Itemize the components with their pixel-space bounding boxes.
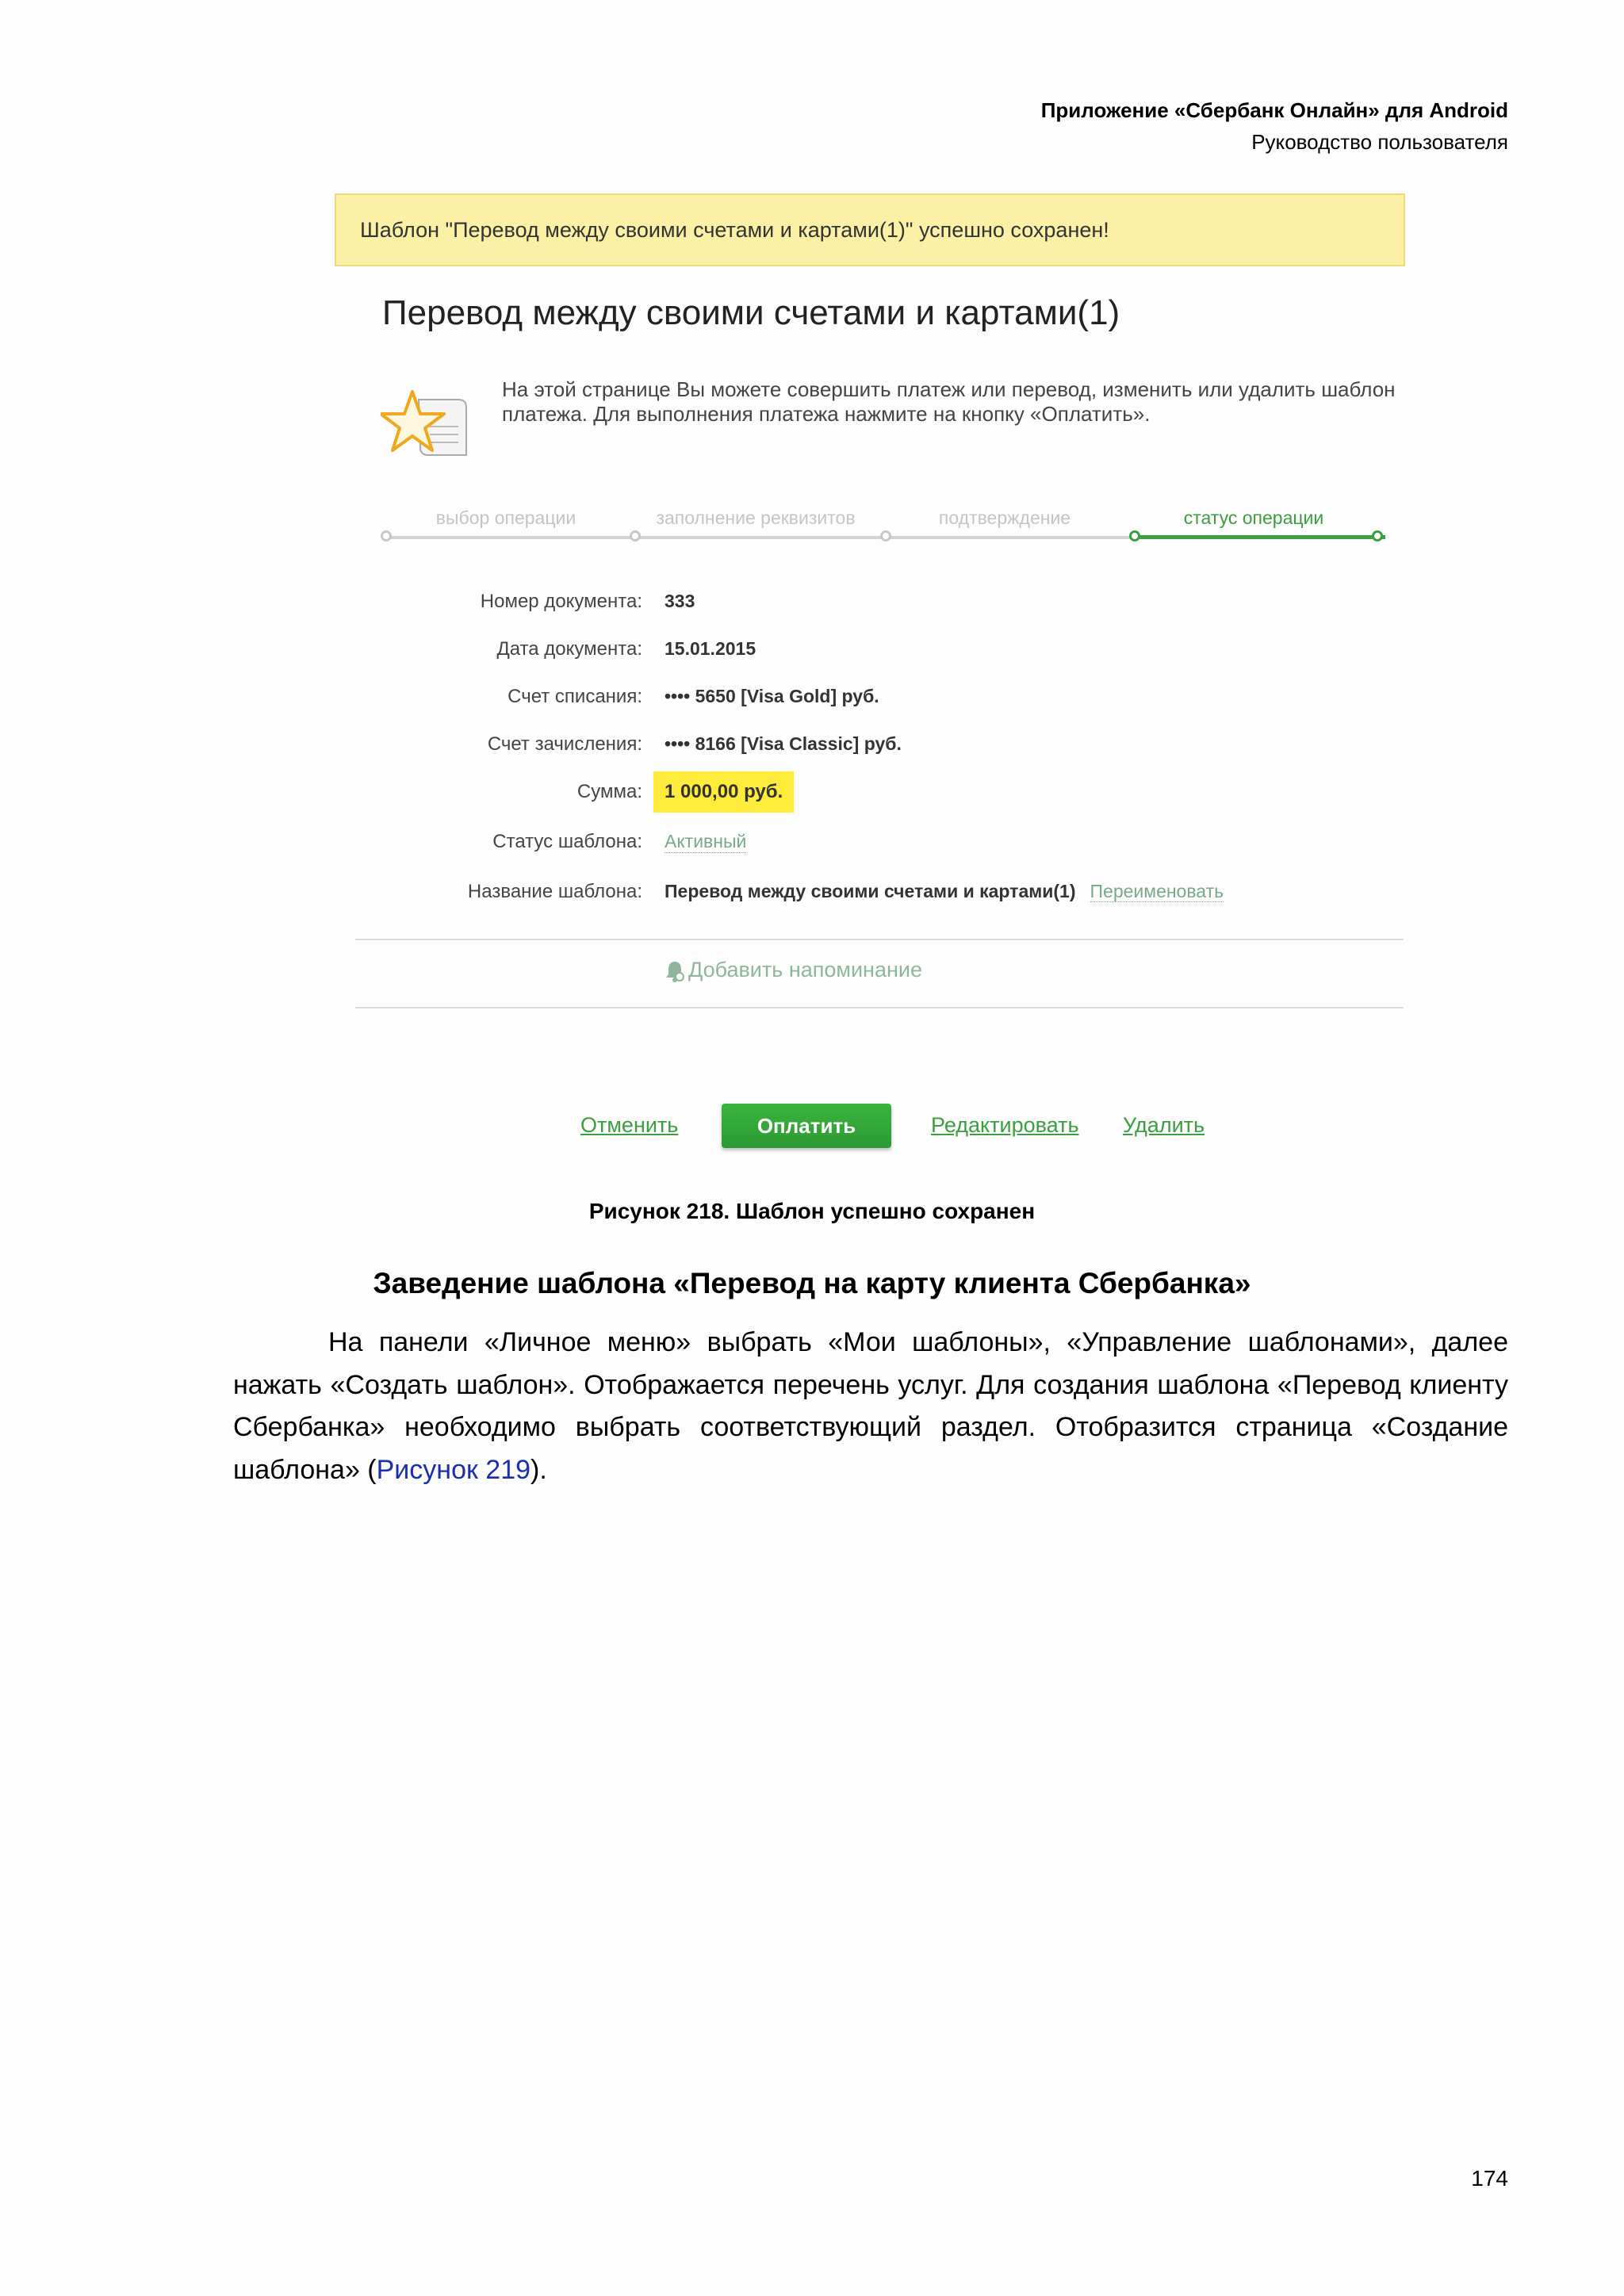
section-title: Заведение шаблона «Перевод на карту клиента Сбербанка» xyxy=(373,1267,1251,1299)
step-dot-5 xyxy=(1372,530,1383,541)
paragraph-text: На панели «Личное меню» выбрать «Мои шаблоны», «Управление шаблонами», далее нажать «Создать шаблон». Отображается перечень услуг. Для создания шаблона «Перевод клиенту Сбербанка» необходимо выбрать соответствующий раздел. Отобразится страница «Создание шаблона» ( xyxy=(233,1327,1508,1485)
bell-icon xyxy=(665,959,685,983)
step-dot-1 xyxy=(381,530,392,541)
field-value: •••• 8166 [Visa Classic] руб. xyxy=(665,733,902,754)
pay-button[interactable]: Оплатить xyxy=(722,1104,891,1148)
field-template-status xyxy=(333,831,747,863)
help-text: На этой странице Вы можете совершить платеж или перевод, изменить или удалить шаблон платежа. Для выполнения платежа нажмите на кнопку «Оплатить». xyxy=(502,377,1396,426)
page-number: 174 xyxy=(1471,2166,1508,2191)
progress-steps xyxy=(381,503,1381,542)
success-notice xyxy=(335,193,1405,266)
field-label: Счет зачисления: xyxy=(487,733,642,755)
add-reminder-link[interactable] xyxy=(665,958,922,983)
template-name-value: Перевод между своими счетами и картами(1) xyxy=(665,881,1076,901)
amount-value: 1 000,00 руб. xyxy=(653,771,794,813)
field-label: Счет списания: xyxy=(508,686,642,707)
field-amount xyxy=(333,781,783,813)
amount-wrapper xyxy=(665,781,794,822)
success-notice-text: Шаблон "Перевод между своими счетами и картами(1)" успешно сохранен! xyxy=(360,218,1109,242)
edit-link[interactable]: Редактировать xyxy=(931,1113,1079,1137)
step-dot-4 xyxy=(1129,530,1140,541)
add-reminder-label: Добавить напоминание xyxy=(688,958,922,982)
paragraph-tail: ). xyxy=(530,1454,547,1485)
field-doc-date xyxy=(333,638,756,670)
step-dot-3 xyxy=(880,530,891,541)
field-value-wrapper xyxy=(665,881,1224,902)
step-dot-2 xyxy=(630,530,641,541)
doc-header-title: Приложение «Сбербанк Онлайн» для Android xyxy=(1040,98,1508,122)
field-doc-number xyxy=(333,591,695,622)
step-label-fill: заполнение реквизитов xyxy=(656,507,856,528)
figure-caption: Рисунок 218. Шаблон успешно сохранен xyxy=(588,1199,1036,1223)
body-paragraph xyxy=(233,1322,1508,1491)
field-label: Сумма: xyxy=(576,781,642,802)
field-value: •••• 5650 [Visa Gold] руб. xyxy=(665,686,879,706)
rename-link[interactable]: Переименовать xyxy=(1090,881,1224,901)
delete-link[interactable]: Удалить xyxy=(1123,1113,1205,1137)
step-label-confirm: подтверждение xyxy=(938,507,1071,528)
template-status-link[interactable]: Активный xyxy=(665,831,747,851)
doc-header-subtitle: Руководство пользователя xyxy=(1251,130,1508,154)
cancel-link[interactable]: Отменить xyxy=(580,1113,679,1137)
field-label: Название шаблона: xyxy=(467,881,642,902)
figure-reference-link[interactable]: Рисунок 219 xyxy=(376,1454,531,1485)
field-value: 333 xyxy=(665,591,695,611)
step-label-status: статус операции xyxy=(1183,507,1324,528)
divider xyxy=(355,939,1404,940)
steps-track-active xyxy=(1135,535,1385,539)
field-debit-account xyxy=(333,686,879,718)
field-credit-account xyxy=(333,733,902,765)
divider xyxy=(355,1007,1404,1008)
field-label: Дата документа: xyxy=(496,638,642,660)
field-label: Статус шаблона: xyxy=(492,831,642,852)
field-template-name xyxy=(333,881,1224,913)
field-label: Номер документа: xyxy=(480,591,642,612)
step-label-select: выбор операции xyxy=(435,507,576,528)
page-title: Перевод между своими счетами и картами(1) xyxy=(382,293,1120,332)
field-value: 15.01.2015 xyxy=(665,638,756,659)
template-star-icon xyxy=(381,387,476,466)
